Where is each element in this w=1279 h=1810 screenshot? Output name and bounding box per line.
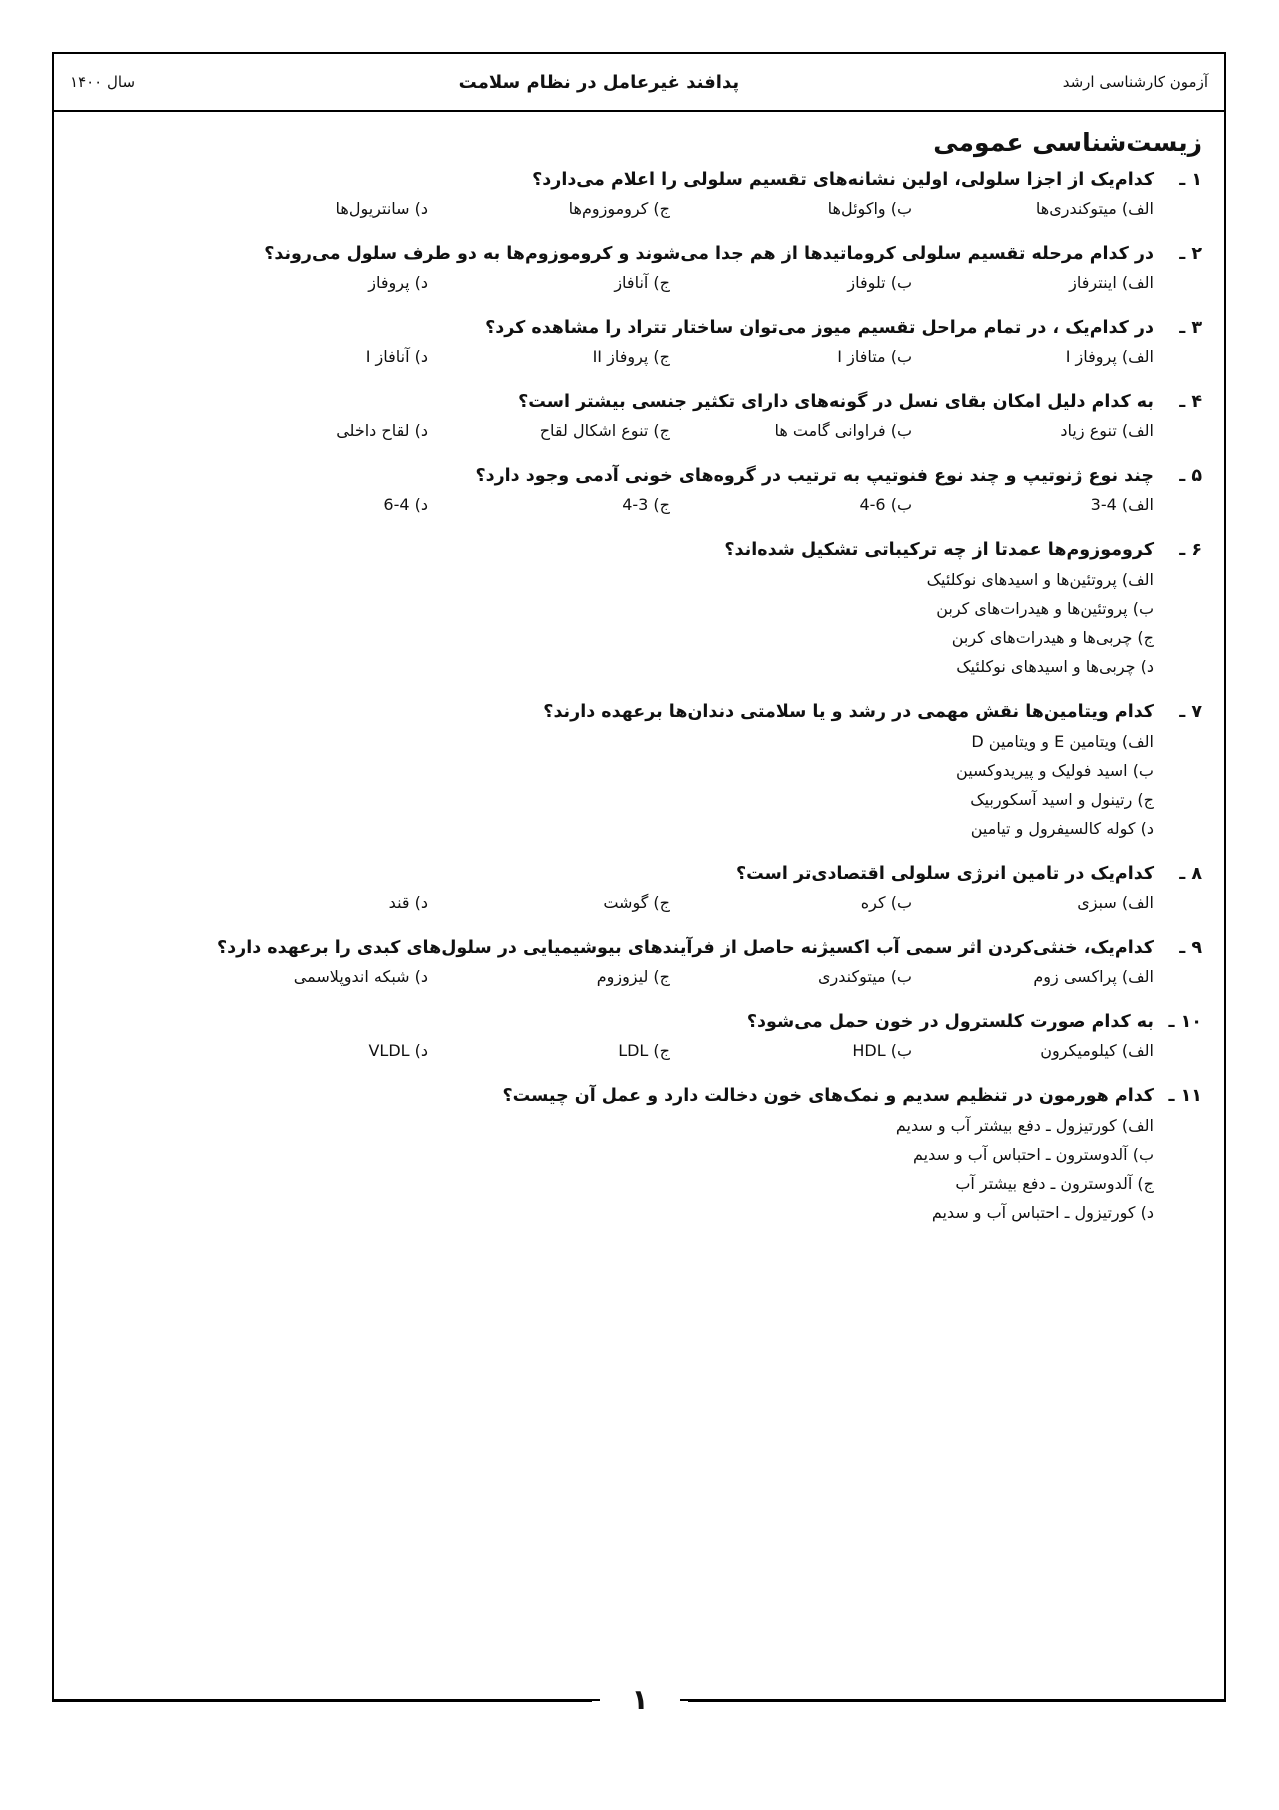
option-d: د) لقاح داخلی (336, 421, 428, 440)
option-a: الف) میتوکندری‌ها (1035, 199, 1154, 218)
option-a: الف) اینترفاز (1069, 273, 1154, 292)
option-c: ج) LDL (618, 1041, 670, 1060)
option-b: ب) واکوئل‌ها (827, 199, 912, 218)
question-number: ۴ ـ (1179, 392, 1202, 412)
footer-rule-left (52, 1700, 592, 1702)
option-c: ج) کروموزوم‌ها (568, 199, 670, 218)
option-c: ج) پروفاز II (592, 347, 670, 366)
exam-year: سال ۱۴۰۰ (70, 73, 136, 91)
question-number: ۱ ـ (1179, 170, 1202, 190)
page-frame (52, 52, 1226, 1701)
question-2 (76, 241, 1202, 297)
question-number: ۶ ـ (1179, 540, 1202, 560)
question-number: ۷ ـ (1179, 702, 1202, 722)
option-c: ج) تنوع اشکال لقاح (539, 421, 670, 440)
option-b: ب) اسید فولیک و پیریدوکسین (956, 761, 1154, 780)
question-text: در کدام‌یک ، در تمام مراحل تقسیم میوز می‌توان ساختار تتراد را مشاهده کرد؟ (485, 318, 1154, 338)
option-b: ب) تلوفاز (847, 273, 912, 292)
option-d: د) آنافاز I (365, 347, 428, 366)
option-d: د) سانتریول‌ها (335, 199, 428, 218)
option-d: د) کورتیزول ـ احتباس آب و سدیم (931, 1203, 1154, 1222)
option-c: ج) گوشت (603, 893, 670, 912)
option-b: ب) میتوکندری (818, 967, 912, 986)
option-a: الف) کورتیزول ـ دفع بیشتر آب و سدیم (895, 1116, 1154, 1135)
page-header (54, 54, 1224, 112)
option-a: الف) سبزی (1077, 893, 1154, 912)
page-number: ۱ (600, 1684, 680, 1716)
option-b: ب) پروتئین‌ها و هیدرات‌های کربن (936, 599, 1154, 618)
option-b: ب) متافاز I (837, 347, 912, 366)
question-text: چند نوع ژنوتیپ و چند نوع فنوتیپ به ترتیب در گروه‌های خونی آدمی وجود دارد؟ (475, 466, 1154, 486)
option-b: ب) HDL (852, 1041, 912, 1060)
option-d: د) 4-6 (383, 495, 428, 514)
question-number: ۹ ـ (1179, 938, 1202, 958)
option-d: د) چربی‌ها و اسیدهای نوکلئیک (956, 657, 1154, 676)
question-3 (76, 315, 1202, 371)
option-b: ب) کره (860, 893, 912, 912)
question-text: به کدام صورت کلسترول در خون حمل می‌شود؟ (746, 1012, 1154, 1032)
question-6 (76, 537, 1202, 681)
exam-name: آزمون کارشناسی ارشد (1062, 73, 1208, 91)
question-7 (76, 699, 1202, 843)
option-a: الف) پراکسی زوم (1033, 967, 1154, 986)
option-c: ج) لیزوزوم (596, 967, 670, 986)
question-9 (76, 935, 1202, 991)
option-a: الف) پروفاز I (1065, 347, 1154, 366)
question-text: کدام ویتامین‌ها نقش مهمی در رشد و یا سلامتی دندان‌ها برعهده دارند؟ (543, 702, 1154, 722)
question-number: ۲ ـ (1179, 244, 1202, 264)
option-d: د) پروفاز (368, 273, 428, 292)
option-d: د) قند (388, 893, 428, 912)
option-a: الف) 4-3 (1090, 495, 1154, 514)
option-b: ب) فراوانی گامت ها (774, 421, 912, 440)
question-11 (76, 1083, 1202, 1227)
question-4 (76, 389, 1202, 445)
option-a: الف) پروتئین‌ها و اسیدهای نوکلئیک (926, 570, 1154, 589)
option-d: د) VLDL (368, 1041, 428, 1060)
question-1 (76, 167, 1202, 223)
option-a: الف) کیلومیکرون (1040, 1041, 1154, 1060)
option-c: ج) چربی‌ها و هیدرات‌های کربن (951, 628, 1154, 647)
option-a: الف) تنوع زیاد (1060, 421, 1154, 440)
question-number: ۳ ـ (1179, 318, 1202, 338)
option-c: ج) رتینول و اسید آسکوربیک (970, 790, 1154, 809)
question-text: کدام‌یک از اجزا سلولی، اولین نشانه‌های تقسیم سلولی را اعلام می‌دارد؟ (532, 170, 1154, 190)
question-text: کدام‌یک، خنثی‌کردن اثر سمی آب اکسیژنه حاصل از فرآیندهای بیوشیمیایی در سلول‌های کبدی را برعهده دارد؟ (216, 938, 1154, 958)
option-c: ج) 3-4 (622, 495, 670, 514)
option-c: ج) آلدوسترون ـ دفع بیشتر آب (955, 1174, 1154, 1193)
section-title: زیست‌شناسی عمومی (933, 128, 1202, 157)
question-number: ۱۱ ـ (1168, 1086, 1202, 1106)
question-text: کروموزوم‌ها عمدتا از چه ترکیباتی تشکیل شده‌اند؟ (724, 540, 1154, 560)
option-d: د) شبکه اندوپلاسمی (293, 967, 428, 986)
question-10 (76, 1009, 1202, 1065)
option-b: ب) آلدوسترون ـ احتباس آب و سدیم (912, 1145, 1154, 1164)
question-text: به کدام دلیل امکان بقای نسل در گونه‌های دارای تکثیر جنسی بیشتر است؟ (518, 392, 1154, 412)
option-d: د) کوله کالسیفرول و تیامین (970, 819, 1154, 838)
option-a: الف) ویتامین E و ویتامین D (971, 732, 1154, 751)
question-number: ۸ ـ (1179, 864, 1202, 884)
exam-subject: پدافند غیرعامل در نظام سلامت (458, 71, 740, 93)
option-c: ج) آنافاز (614, 273, 670, 292)
questions-content (76, 128, 1202, 1245)
question-8 (76, 861, 1202, 917)
question-text: کدام‌یک در تامین انرژی سلولی اقتصادی‌تر است؟ (735, 864, 1154, 884)
question-5 (76, 463, 1202, 519)
question-text: کدام هورمون در تنظیم سدیم و نمک‌های خون دخالت دارد و عمل آن چیست؟ (502, 1086, 1154, 1106)
option-b: ب) 6-4 (859, 495, 912, 514)
question-number: ۱۰ ـ (1168, 1012, 1202, 1032)
question-text: در کدام مرحله تقسیم سلولی کروماتیدها از هم جدا می‌شوند و کروموزوم‌ها به دو طرف سلول می‌روند؟ (264, 244, 1154, 264)
question-number: ۵ ـ (1179, 466, 1202, 486)
footer-rule-right (688, 1700, 1226, 1702)
